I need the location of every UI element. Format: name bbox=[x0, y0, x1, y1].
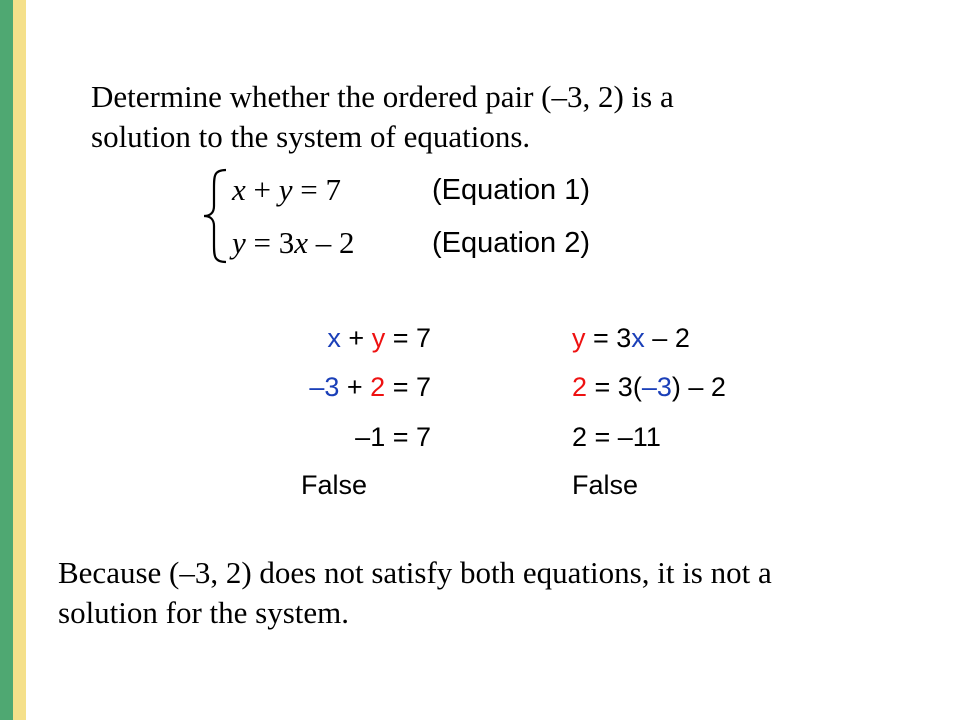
check2-verdict: False bbox=[572, 470, 639, 500]
problem-line-1: Determine whether the ordered pair (–3, 2) is a bbox=[91, 79, 674, 114]
equation-1-label: (Equation 1) bbox=[432, 174, 590, 206]
check2-result: 2 = –11 bbox=[572, 422, 661, 452]
check1-verdict: False bbox=[301, 470, 368, 500]
accent-stripe-yellow bbox=[13, 0, 26, 720]
check2-equation: y = 3x – 2 bbox=[572, 323, 690, 353]
system-equation-2: y = 3x – 2 bbox=[232, 225, 355, 260]
problem-statement bbox=[91, 77, 674, 157]
check1-substitution: –3 + 2 = 7 bbox=[309, 372, 431, 402]
check1-result: –1 = 7 bbox=[355, 422, 431, 452]
system-brace bbox=[200, 168, 230, 264]
conclusion-line-2: solution for the system. bbox=[58, 595, 350, 630]
check1-equation: x + y = 7 bbox=[327, 323, 431, 353]
equation-2-label: (Equation 2) bbox=[432, 227, 590, 259]
problem-line-2: solution to the system of equations. bbox=[91, 119, 531, 154]
check2-substitution: 2 = 3(–3) – 2 bbox=[572, 372, 726, 402]
conclusion-line-1: Because (–3, 2) does not satisfy both equations, it is not a bbox=[58, 555, 772, 590]
conclusion bbox=[58, 553, 772, 633]
system-equation-1: x + y = 7 bbox=[232, 172, 341, 207]
accent-stripe-green bbox=[0, 0, 13, 720]
